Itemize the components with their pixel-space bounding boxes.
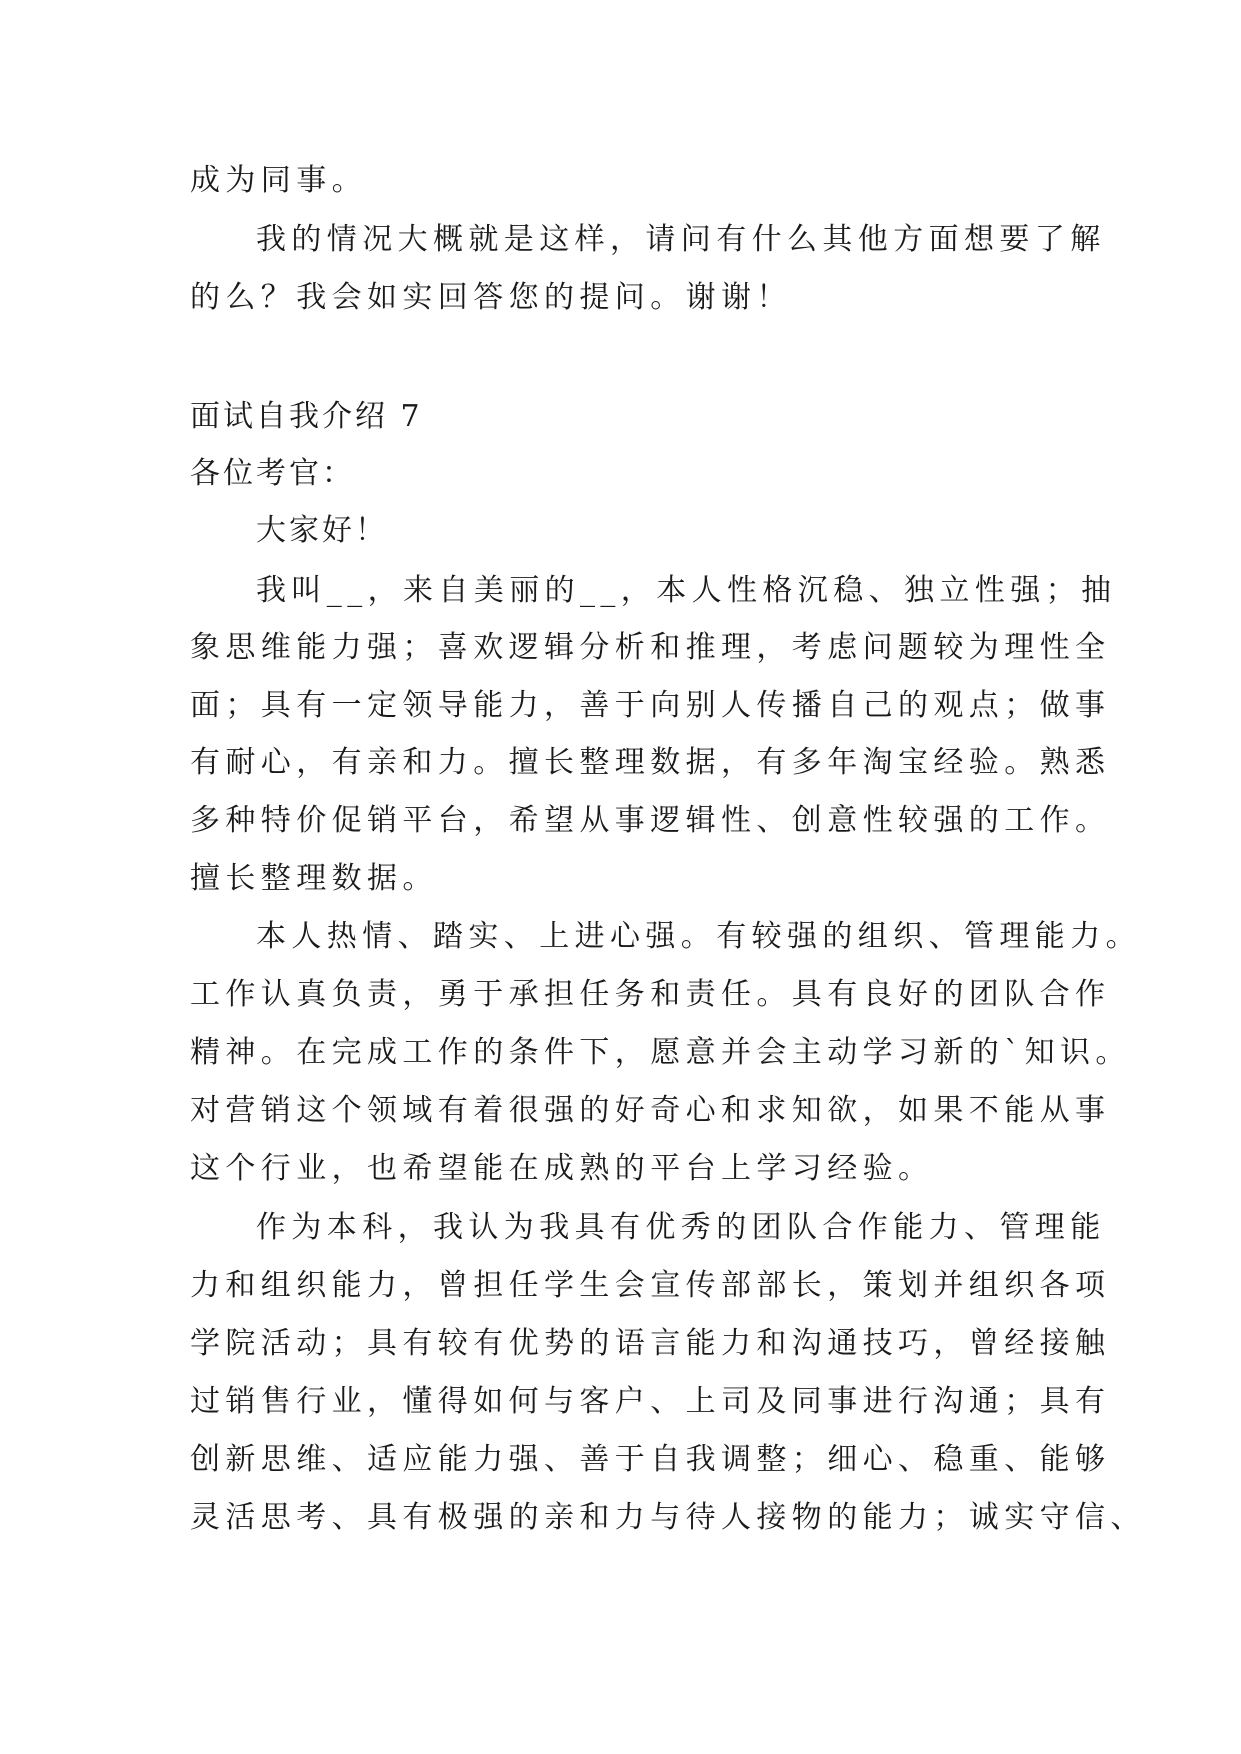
intro-tail-line-1: 成为同事。 [190, 163, 367, 198]
paragraph2-line-3: 精神。在完成工作的条件下，愿意并会主动学习新的`知识。 [190, 1035, 1131, 1070]
paragraph3-line-2: 力和组织能力，曾担任学生会宣传部部长，策划并组织各项 [190, 1268, 1111, 1303]
paragraph2-line-4: 对营销这个领域有着很强的好奇心和求知欲，如果不能从事 [190, 1093, 1111, 1128]
greeting: 大家好！ [256, 513, 388, 548]
paragraph3-line-3: 学院活动；具有较有优势的语言能力和沟通技巧，曾经接触 [190, 1326, 1111, 1361]
paragraph2-line-2: 工作认真负责，勇于承担任务和责任。具有良好的团队合作 [190, 977, 1111, 1012]
paragraph1-line-1: 我叫__，来自美丽的__，本人性格沉稳、独立性强；抽 [256, 573, 1117, 608]
paragraph1-line-2: 象思维能力强；喜欢逻辑分析和推理，考虑问题较为理性全 [190, 630, 1111, 665]
salutation: 各位考官： [190, 456, 355, 491]
paragraph3-line-4: 过销售行业，懂得如何与客户、上司及同事进行沟通；具有 [190, 1384, 1111, 1419]
paragraph1-line-6: 擅长整理数据。 [190, 861, 438, 896]
paragraph3-line-5: 创新思维、适应能力强、善于自我调整；细心、稳重、能够 [190, 1442, 1111, 1477]
paragraph2-line-5: 这个行业，也希望能在成熟的平台上学习经验。 [190, 1151, 934, 1186]
paragraph1-line-3: 面；具有一定领导能力，善于向别人传播自己的观点；做事 [190, 688, 1111, 723]
paragraph2-line-1: 本人热情、踏实、上进心强。有较强的组织、管理能力。 [256, 919, 1141, 954]
paragraph1-line-4: 有耐心，有亲和力。擅长整理数据，有多年淘宝经验。熟悉 [190, 745, 1111, 780]
paragraph3-line-6: 灵活思考、具有极强的亲和力与待人接物的能力；诚实守信、 [190, 1500, 1146, 1535]
section-title: 面试自我介绍 7 [190, 399, 423, 434]
closing-line-2: 的么？我会如实回答您的提问。谢谢！ [190, 280, 792, 315]
closing-line-1: 我的情况大概就是这样，请问有什么其他方面想要了解 [256, 222, 1106, 257]
paragraph3-line-1: 作为本科，我认为我具有优秀的团队合作能力、管理能 [256, 1210, 1106, 1245]
paragraph1-line-5: 多种特价促销平台，希望从事逻辑性、创意性较强的工作。 [190, 803, 1111, 838]
